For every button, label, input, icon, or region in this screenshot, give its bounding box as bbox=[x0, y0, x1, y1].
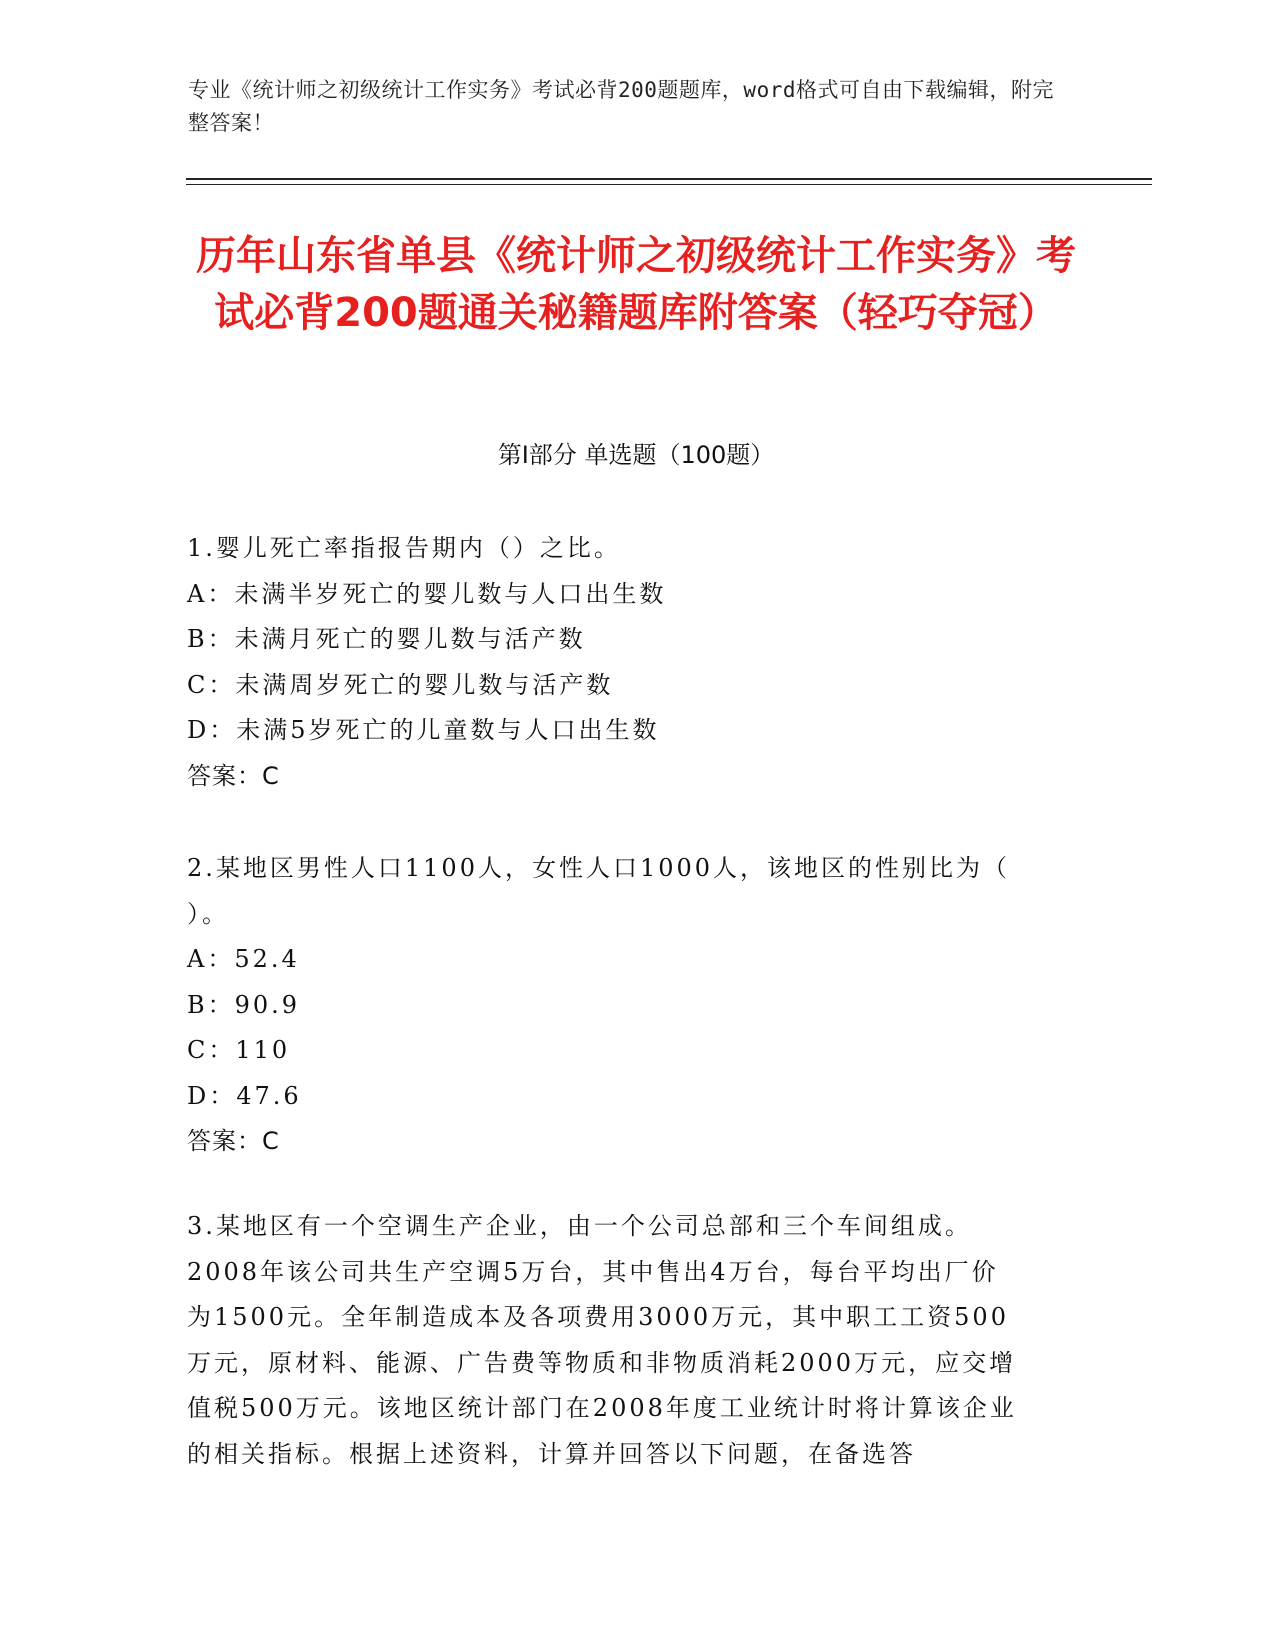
section-title: 第Ⅰ部分 单选题（100题） bbox=[497, 441, 775, 469]
question-3 bbox=[187, 1204, 1087, 1477]
header-note: 专业《统计师之初级统计工作实务》考试必背200题题库，word格式可自由下载编辑，附完整答案！ bbox=[188, 78, 1054, 135]
option-d: D：未满5岁死亡的儿童数与人口出生数 bbox=[187, 716, 660, 744]
question-stem: 2.某地区男性人口1100人，女性人口1000人，该地区的性别比为（ ）。 bbox=[187, 854, 1011, 928]
question-stem: 1.婴儿死亡率指报告期内（）之比。 bbox=[187, 534, 621, 562]
answer-label: 答案：C bbox=[187, 761, 280, 790]
option-c: C：110 bbox=[187, 1036, 291, 1064]
option-d: D：47.6 bbox=[187, 1081, 302, 1110]
option-b: B：未满月死亡的婴儿数与活产数 bbox=[187, 625, 586, 653]
document-title: 历年山东省单县《统计师之初级统计工作实务》考试必背200题通关秘籍题库附答案（轻巧夺冠） bbox=[196, 233, 1076, 336]
option-b: B：90.9 bbox=[187, 990, 301, 1019]
option-a: A：52.4 bbox=[187, 945, 300, 973]
option-c: C：未满周岁死亡的婴儿数与活产数 bbox=[187, 670, 614, 699]
question-1 bbox=[187, 526, 1087, 799]
header-divider-thick bbox=[186, 178, 1152, 180]
question-stem: 3.某地区有一个空调生产企业，由一个公司总部和三个车间组成。 2008年该公司共生产空调5万台，其中售出4万台，每台平均出厂价 为1500元。全年制造成本及各项费用3000万元，其中职工工资500 万元，原材料、能源、广告费等物质和非物质消耗2000万元，应交增 值税500万元。该地区统计部门在2008年度工业统计时将计算该企业 的相关指标。根据上述资料，计算并回答以下问题，在备选答 bbox=[187, 1212, 1017, 1468]
header-divider-thin bbox=[186, 184, 1152, 185]
question-2 bbox=[187, 846, 1087, 1165]
option-a: A：未满半岁死亡的婴儿数与人口出生数 bbox=[187, 579, 667, 608]
answer-label: 答案：C bbox=[187, 1127, 280, 1155]
